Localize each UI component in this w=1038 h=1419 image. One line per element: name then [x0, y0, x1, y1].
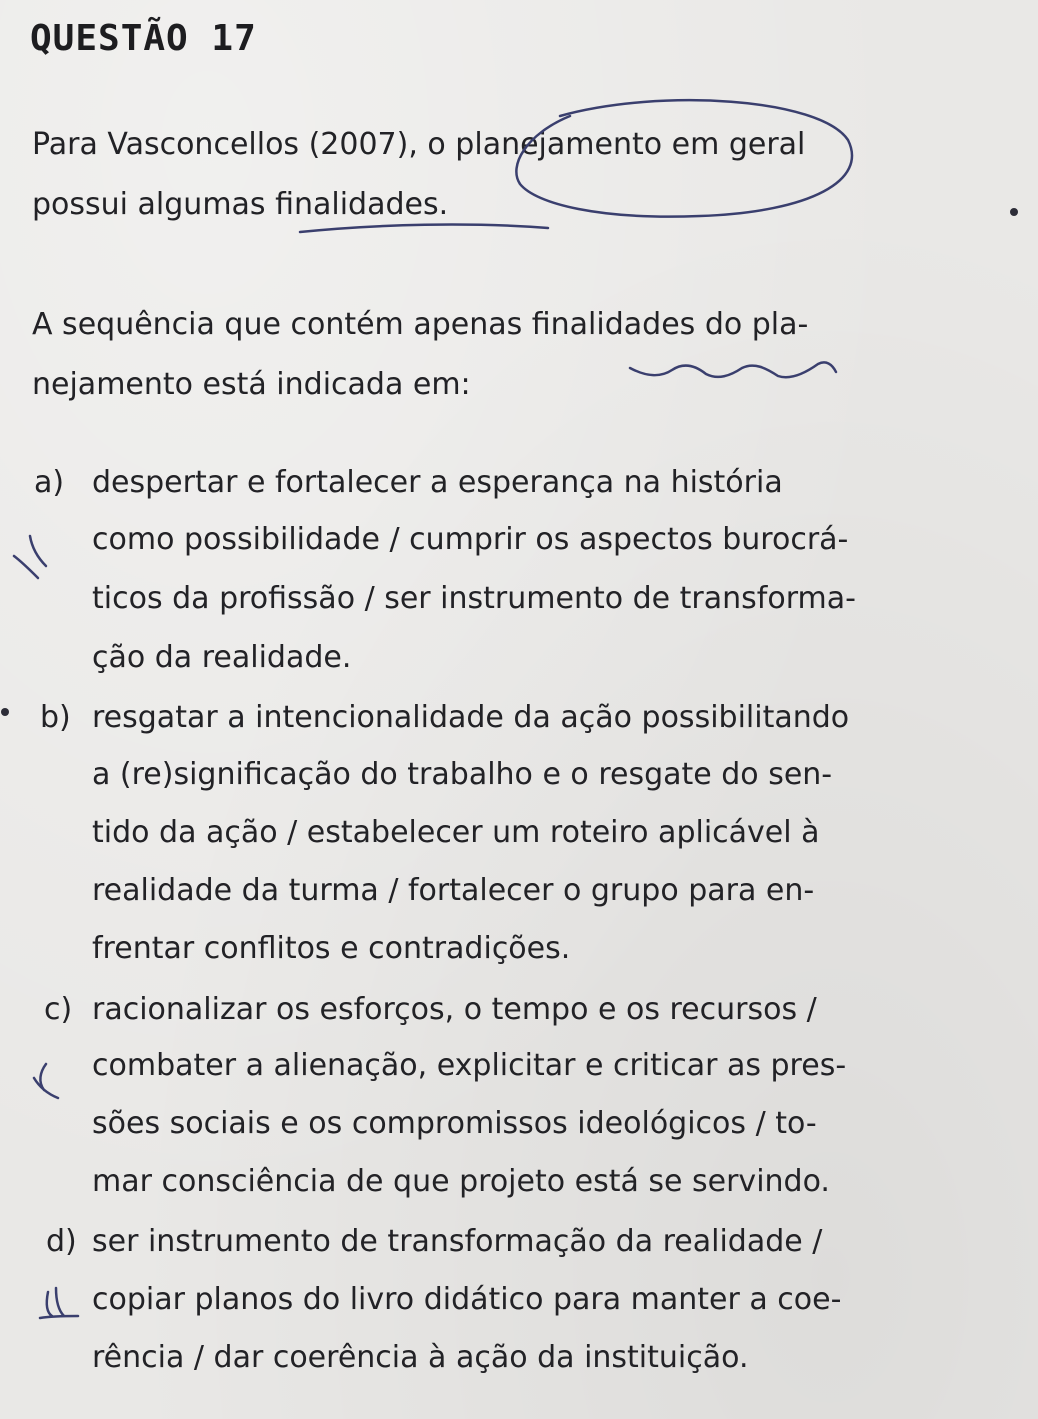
ink-dot-mark	[1, 708, 9, 716]
option-c-line[interactable]: racionalizar os esforços, o tempo e os recursos /	[92, 992, 817, 1027]
option-a-line[interactable]: despertar e fortalecer a esperança na história	[92, 465, 783, 500]
option-b-letter[interactable]: b)	[40, 700, 71, 735]
option-d-line[interactable]: rência / dar coerência à ação da instituição.	[92, 1340, 749, 1375]
option-b-line[interactable]: a (re)significação do trabalho e o resgate do sen-	[92, 757, 833, 792]
option-c-line[interactable]: mar consciência de que projeto está se servindo.	[92, 1164, 830, 1199]
prompt-line: nejamento está indicada em:	[32, 367, 471, 402]
ink-wavy-underline-mark	[630, 362, 836, 377]
option-c-letter[interactable]: c)	[44, 992, 73, 1027]
option-b-line[interactable]: resgatar a intencionalidade da ação possibilitando	[92, 700, 850, 735]
option-b-line[interactable]: realidade da turma / fortalecer o grupo para en-	[92, 873, 815, 908]
option-d-line[interactable]: ser instrumento de transformação da realidade /	[92, 1224, 823, 1259]
ink-check-a	[14, 536, 46, 578]
option-c-line[interactable]: combater a alienação, explicitar e criticar as pres-	[92, 1048, 847, 1083]
option-b-line[interactable]: tido da ação / estabelecer um roteiro aplicável à	[92, 815, 820, 850]
option-b-line[interactable]: frentar conflitos e contradições.	[92, 931, 571, 966]
ink-ellipse-mark	[516, 100, 852, 216]
option-c-line[interactable]: sões sociais e os compromissos ideológicos / to-	[92, 1106, 817, 1141]
ink-check-c	[34, 1064, 58, 1098]
statement-line: Para Vasconcellos (2007), o planejamento em geral	[32, 127, 806, 162]
option-d-letter[interactable]: d)	[46, 1224, 77, 1259]
option-a-line[interactable]: ticos da profissão / ser instrumento de transforma-	[92, 581, 856, 616]
statement-line: possui algumas finalidades.	[32, 187, 449, 222]
ink-dot-mark	[1010, 208, 1018, 216]
option-a-line[interactable]: ção da realidade.	[92, 640, 352, 675]
option-a-letter[interactable]: a)	[34, 465, 65, 500]
ink-underline-mark	[300, 225, 548, 232]
prompt-line: A sequência que contém apenas finalidades do pla-	[32, 307, 809, 342]
ink-check-d	[40, 1288, 78, 1318]
option-d-line[interactable]: copiar planos do livro didático para manter a coe-	[92, 1282, 842, 1317]
option-a-line[interactable]: como possibilidade / cumprir os aspectos burocrá-	[92, 522, 849, 557]
question-title: QUESTÃO 17	[30, 18, 257, 59]
